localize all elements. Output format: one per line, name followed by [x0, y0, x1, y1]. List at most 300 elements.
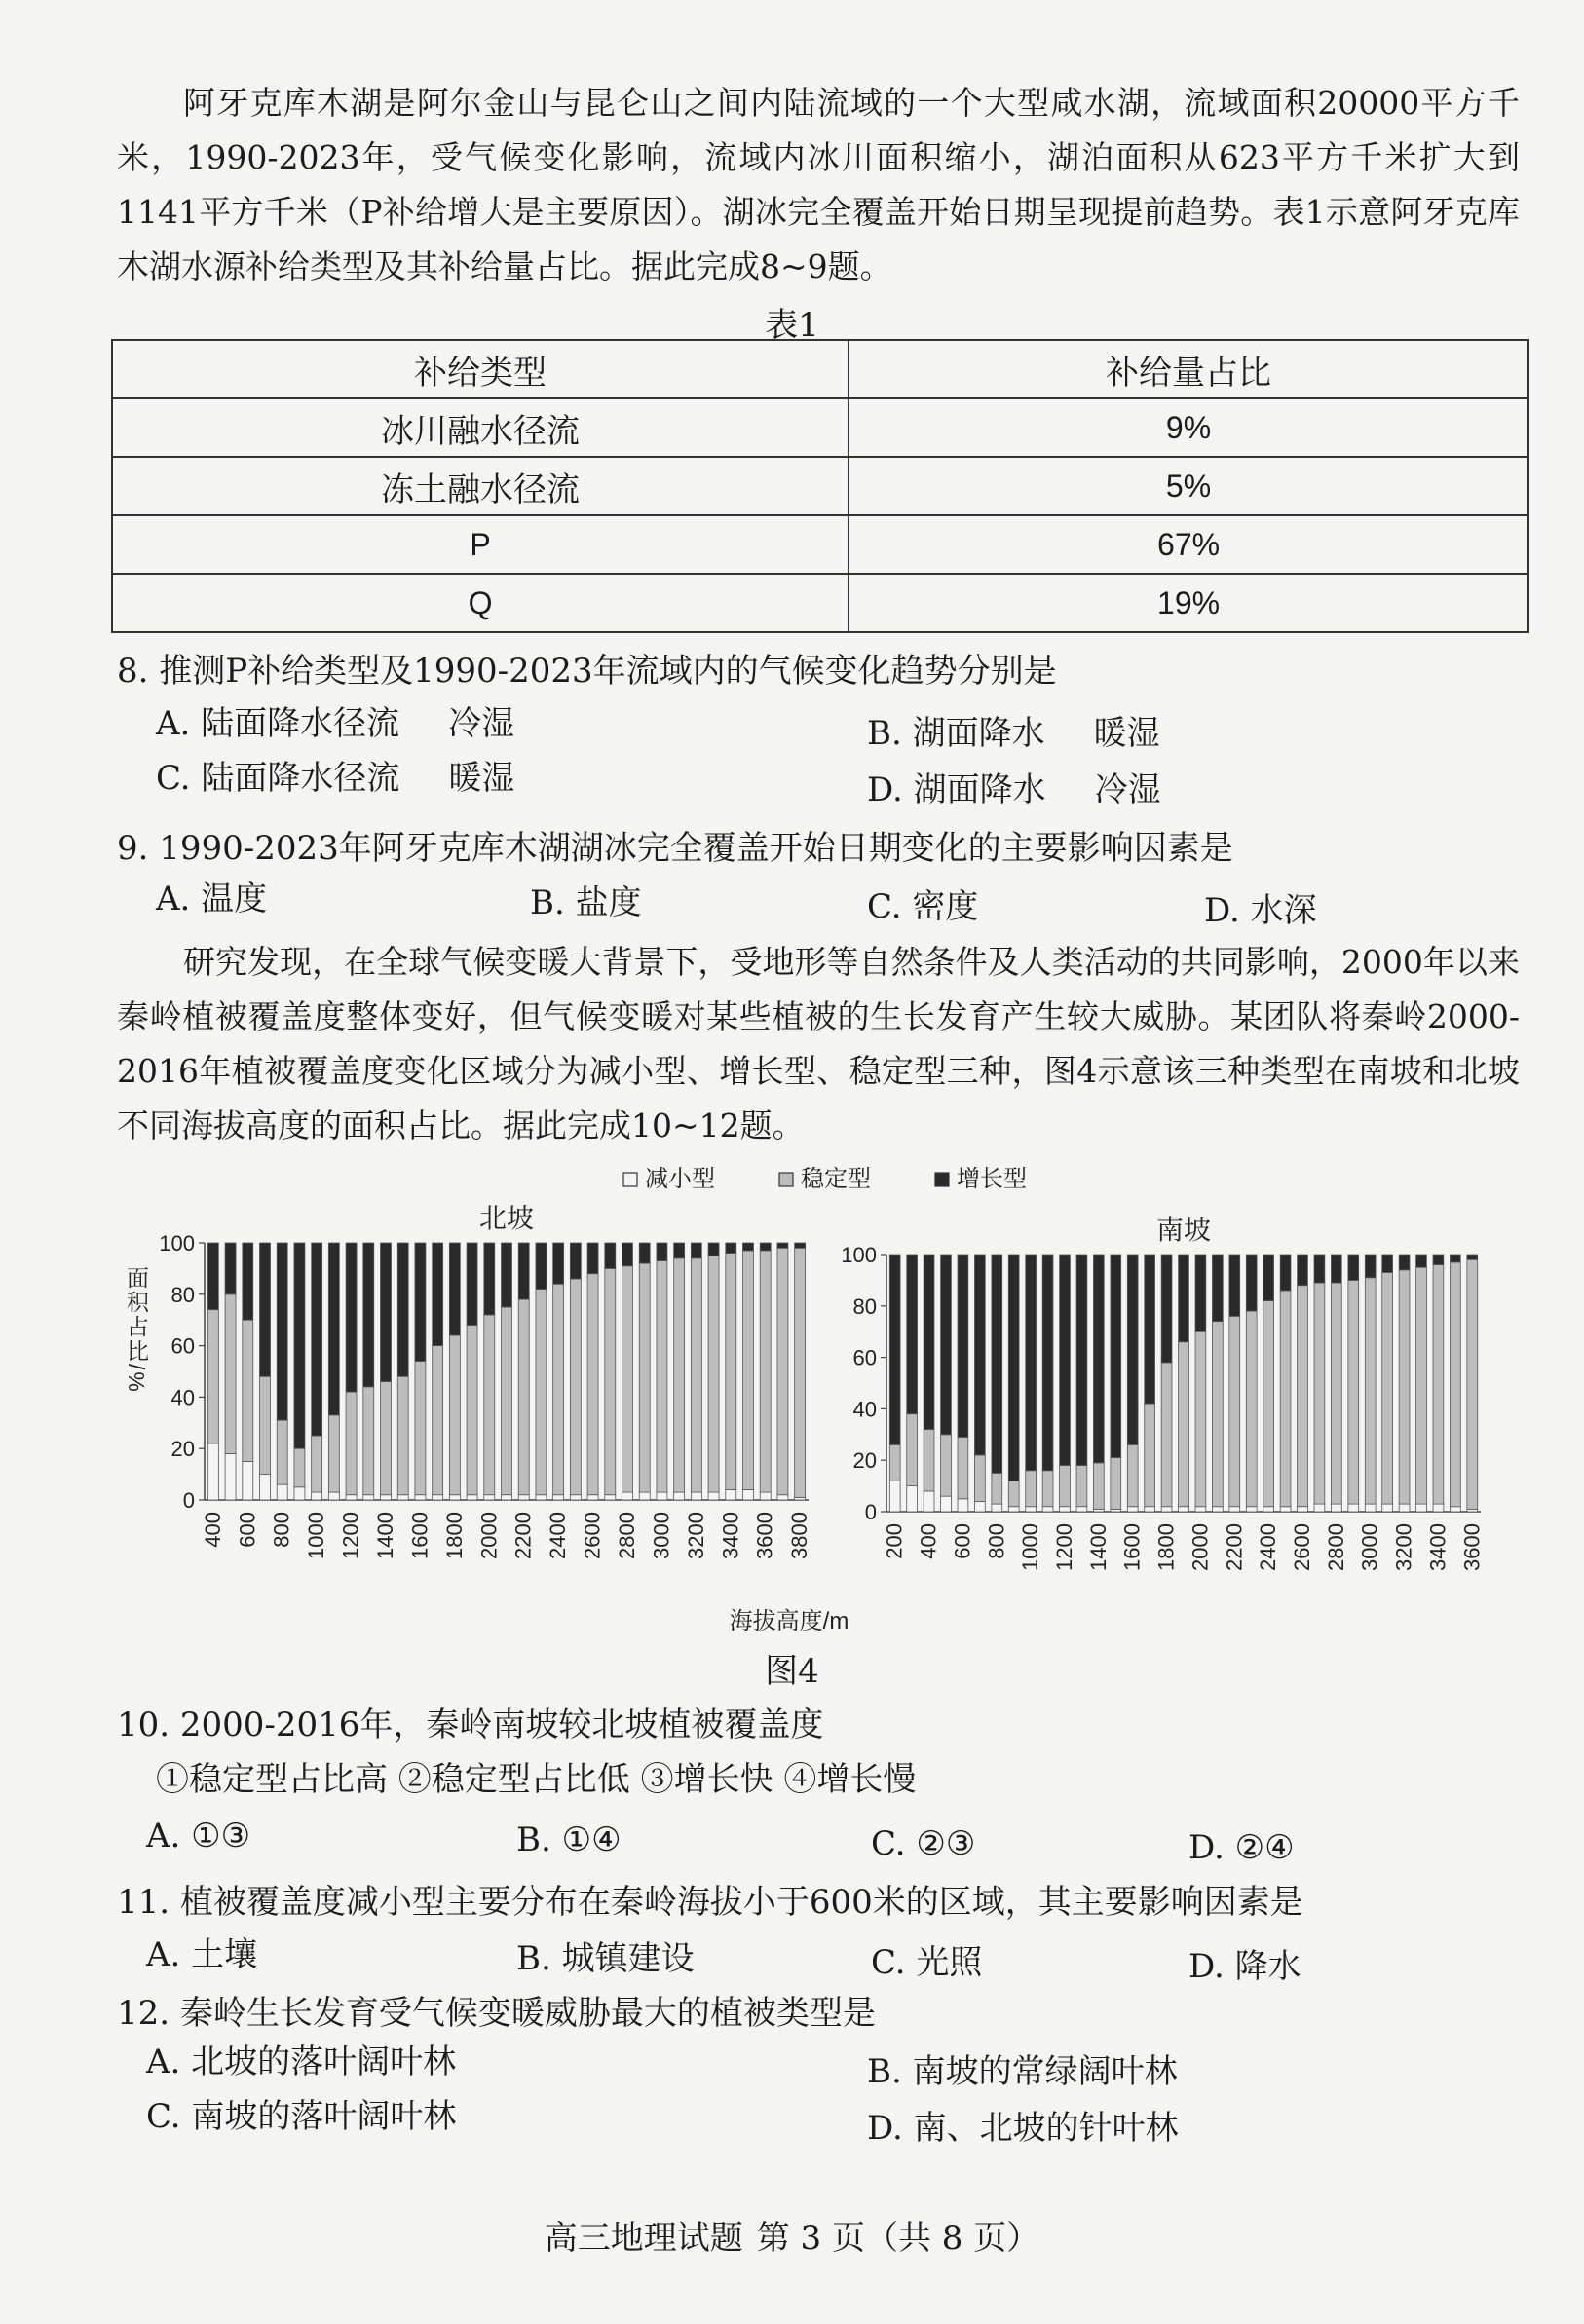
question-9-option-a: A. 温度	[156, 880, 268, 918]
x-tick-label: 1000	[304, 1512, 329, 1559]
bar-segment-decrease	[328, 1492, 339, 1500]
table-header-type: 补给类型	[112, 340, 849, 398]
x-tick-label: 2000	[1188, 1523, 1213, 1571]
option-label: B. 湖面降水	[867, 714, 1045, 753]
bar-segment-increase	[1195, 1255, 1206, 1331]
x-tick-label: 1800	[441, 1512, 467, 1559]
bar-segment-stable	[415, 1361, 426, 1494]
bar-segment-increase	[657, 1243, 667, 1260]
bar-segment-stable	[1127, 1444, 1138, 1506]
bar-segment-increase	[958, 1255, 968, 1437]
bar-segment-decrease	[415, 1495, 426, 1500]
bar-segment-increase	[381, 1243, 392, 1382]
legend-swatch	[779, 1173, 793, 1186]
bar-segment-stable	[1076, 1465, 1087, 1506]
y-axis-title: 面积占比/%	[124, 1266, 149, 1394]
bar-segment-stable	[708, 1256, 719, 1492]
bar-segment-stable	[243, 1320, 253, 1461]
bar-segment-decrease	[726, 1489, 736, 1500]
bar-segment-increase	[1246, 1255, 1257, 1311]
table-row	[112, 515, 1528, 574]
bar-segment-increase	[518, 1243, 529, 1299]
bar-segment-increase	[674, 1243, 685, 1258]
question-12-option-a: A. 北坡的落叶阔叶林	[146, 2043, 457, 2081]
bar-segment-increase	[605, 1243, 616, 1268]
x-tick-label: 1800	[1153, 1523, 1179, 1571]
y-tick-label: 0	[864, 1500, 877, 1524]
bar-segment-stable	[294, 1448, 305, 1487]
bar-segment-increase	[484, 1243, 495, 1315]
question-11-stem: 11. 植被覆盖度减小型主要分布在秦岭海拔小于600米的区域，其主要影响因素是	[117, 1883, 1303, 1922]
bar-segment-stable	[1298, 1286, 1308, 1507]
bar-segment-increase	[225, 1243, 236, 1294]
y-tick-label: 80	[852, 1293, 877, 1319]
question-11-option-a: A. 土壤	[146, 1935, 258, 1974]
question-9-option-c: C. 密度	[867, 887, 979, 926]
bar-segment-stable	[1433, 1265, 1444, 1505]
bar-segment-decrease	[889, 1481, 900, 1512]
x-tick-label: 2600	[580, 1512, 605, 1559]
bar-segment-decrease	[622, 1492, 633, 1500]
bar-segment-stable	[1161, 1363, 1172, 1507]
x-tick-label: 800	[984, 1523, 1009, 1559]
bar-segment-stable	[1042, 1471, 1053, 1507]
bar-segment-increase	[1382, 1255, 1393, 1272]
question-9-stem: 9. 1990-2023年阿牙克库木湖湖冰完全覆盖开始日期变化的主要影响因素是	[117, 829, 1233, 868]
bar-segment-increase	[889, 1255, 900, 1444]
table-cell-share: 67%	[849, 515, 1528, 574]
x-tick-label: 2600	[1290, 1523, 1314, 1571]
bar-segment-decrease	[1008, 1507, 1019, 1512]
question-12-option-c: C. 南坡的落叶阔叶林	[146, 2097, 457, 2136]
bar-segment-increase	[449, 1243, 460, 1335]
bar-segment-decrease	[657, 1492, 667, 1500]
bar-segment-stable	[1467, 1259, 1478, 1509]
y-tick-label: 60	[170, 1333, 195, 1359]
bar-segment-stable	[974, 1455, 985, 1502]
bar-segment-stable	[328, 1415, 339, 1492]
bar-segment-decrease	[1314, 1504, 1325, 1512]
bar-segment-stable	[605, 1268, 616, 1494]
bar-segment-increase	[1076, 1255, 1087, 1465]
bar-segment-stable	[467, 1325, 477, 1494]
bar-segment-decrease	[1298, 1507, 1308, 1512]
bar-segment-increase	[924, 1255, 934, 1430]
bar-segment-stable	[225, 1294, 236, 1454]
bar-segment-stable	[260, 1376, 271, 1474]
bar-segment-decrease	[1365, 1504, 1376, 1512]
bar-segment-increase	[346, 1243, 357, 1392]
y-tick-label: 0	[182, 1488, 195, 1513]
table-cell-type: P	[112, 515, 849, 574]
footer-subject: 高三地理试题	[544, 2219, 743, 2258]
option-value: 暖湿	[448, 759, 515, 798]
bar-segment-stable	[1026, 1471, 1037, 1507]
bar-segment-decrease	[974, 1501, 985, 1512]
question-10-option-b: B. ①④	[516, 1820, 622, 1859]
bar-segment-increase	[1145, 1255, 1155, 1404]
y-tick-label: 80	[170, 1282, 195, 1307]
question-11-option-d: D. 降水	[1188, 1947, 1301, 1986]
bar-segment-decrease	[760, 1492, 771, 1500]
bar-segment-decrease	[907, 1486, 918, 1512]
question-10-option-d: D. ②④	[1188, 1828, 1295, 1867]
bar-segment-increase	[363, 1243, 374, 1387]
bar-segment-stable	[1382, 1272, 1393, 1504]
x-tick-label: 2800	[615, 1512, 639, 1559]
bar-segment-stable	[397, 1376, 408, 1494]
bar-segment-stable	[587, 1274, 598, 1495]
bar-segment-increase	[1127, 1255, 1138, 1444]
bar-segment-increase	[207, 1243, 218, 1310]
bar-segment-increase	[743, 1243, 754, 1251]
bar-segment-stable	[433, 1346, 443, 1495]
question-9-option-b: B. 盐度	[530, 883, 642, 922]
question-10-option-c: C. ②③	[871, 1824, 976, 1863]
bar-segment-decrease	[1179, 1507, 1189, 1512]
table-cell-share: 19%	[849, 574, 1528, 632]
table1	[111, 339, 1529, 633]
option-label: D. 湖面降水	[867, 770, 1046, 809]
bar-segment-decrease	[777, 1495, 788, 1500]
x-tick-label: 3400	[1425, 1523, 1451, 1571]
bar-segment-stable	[1416, 1267, 1427, 1504]
bar-segment-increase	[260, 1243, 271, 1376]
bar-segment-decrease	[1450, 1507, 1460, 1512]
table-cell-type: Q	[112, 574, 849, 632]
bar-segment-decrease	[294, 1487, 305, 1500]
intro-passage-lake: 阿牙克库木湖是阿尔金山与昆仑山之间内陆流域的一个大型咸水湖，流域面积20000平方千米，1990-2023年，受气候变化影响，流域内冰川面积缩小，湖泊面积从623平方千米扩大到1141平方千米（P补给增大是主要原因）。湖冰完全覆盖开始日期呈现提前趋势。表1示意阿牙克库木湖水源补给类型及其补给量占比。据此完成8~9题。	[117, 84, 1520, 285]
bar-segment-increase	[1365, 1255, 1376, 1278]
bar-segment-decrease	[312, 1492, 322, 1500]
question-11-option-c: C. 光照	[871, 1943, 983, 1982]
bar-segment-stable	[1280, 1291, 1291, 1507]
bar-segment-decrease	[346, 1495, 357, 1500]
question-12-option-b: B. 南坡的常绿阔叶林	[867, 2052, 1178, 2091]
intro-passage-qinling: 研究发现，在全球气候变暖大背景下，受地形等自然条件及人类活动的共同影响，2000年以来秦岭植被覆盖度整体变好，但气候变暖对某些植被的生长发育产生较大威胁。某团队将秦岭2000-2016年植被覆盖度变化区域分为减小型、增长型、稳定型三种，图4示意该三种类型在南坡和北坡不同海拔高度的面积占比。据此完成10~12题。	[117, 943, 1520, 1144]
x-axis-title: 海拔高度/m	[729, 1608, 849, 1634]
bar-segment-stable	[1060, 1465, 1071, 1506]
bar-segment-stable	[207, 1310, 218, 1443]
bar-segment-stable	[363, 1387, 374, 1495]
bar-segment-increase	[1280, 1255, 1291, 1291]
x-tick-label: 2400	[546, 1512, 571, 1559]
bar-segment-stable	[502, 1307, 512, 1495]
x-tick-label: 1000	[1018, 1523, 1043, 1571]
y-tick-label: 40	[170, 1385, 195, 1410]
bar-segment-decrease	[941, 1496, 952, 1512]
bar-segment-stable	[570, 1279, 581, 1495]
bar-segment-increase	[1111, 1255, 1121, 1458]
table-row	[112, 457, 1528, 515]
bar-segment-increase	[1060, 1255, 1071, 1465]
bar-segment-increase	[1450, 1255, 1460, 1262]
bar-segment-increase	[1026, 1255, 1037, 1471]
x-tick-label: 600	[950, 1523, 975, 1559]
bar-segment-increase	[433, 1243, 443, 1346]
bar-segment-stable	[518, 1299, 529, 1495]
x-tick-label: 3000	[649, 1512, 674, 1559]
question-10-statements: ①稳定型占比高 ②稳定型占比低 ③增长快 ④增长慢	[156, 1760, 917, 1799]
bar-segment-stable	[1008, 1481, 1019, 1506]
bar-segment-increase	[992, 1255, 1002, 1473]
bar-segment-decrease	[467, 1495, 477, 1500]
bar-segment-stable	[484, 1315, 495, 1495]
bar-segment-decrease	[536, 1495, 547, 1500]
bar-segment-stable	[691, 1258, 701, 1492]
bar-segment-increase	[467, 1243, 477, 1325]
bar-segment-stable	[1331, 1283, 1341, 1504]
bar-segment-decrease	[958, 1499, 968, 1512]
bar-segment-stable	[958, 1437, 968, 1498]
legend-label: 稳定型	[801, 1166, 871, 1192]
bar-segment-increase	[1314, 1255, 1325, 1283]
table-row	[112, 398, 1528, 457]
bar-segment-stable	[1195, 1331, 1206, 1507]
bar-segment-decrease	[449, 1495, 460, 1500]
question-9-option-d: D. 水深	[1204, 891, 1317, 930]
x-tick-label: 1200	[338, 1512, 363, 1559]
question-12-option-d: D. 南、北坡的针叶林	[867, 2109, 1179, 2148]
option-value: 暖湿	[1093, 714, 1160, 753]
bar-segment-stable	[992, 1473, 1002, 1504]
bar-segment-stable	[674, 1258, 685, 1492]
x-tick-label: 400	[916, 1523, 941, 1559]
question-10-stem: 10. 2000-2016年，秦岭南坡较北坡植被覆盖度	[117, 1706, 824, 1744]
bar-segment-stable	[536, 1290, 547, 1495]
bar-segment-increase	[243, 1243, 253, 1320]
y-tick-label: 60	[852, 1345, 877, 1370]
option-label: C. 陆面降水径流	[156, 759, 400, 798]
bar-segment-decrease	[639, 1492, 650, 1500]
x-tick-label: 3200	[683, 1512, 708, 1559]
y-tick-label: 100	[841, 1243, 877, 1267]
table-cell-type: 冻土融水径流	[112, 457, 849, 515]
bar-segment-decrease	[1026, 1507, 1037, 1512]
bar-segment-stable	[1212, 1322, 1223, 1507]
bar-segment-increase	[553, 1243, 564, 1284]
bar-segment-increase	[691, 1243, 701, 1258]
x-tick-label: 600	[235, 1512, 260, 1548]
bar-segment-increase	[1416, 1255, 1427, 1267]
bar-segment-stable	[889, 1444, 900, 1481]
x-tick-label: 1400	[373, 1512, 397, 1559]
bar-segment-increase	[1298, 1255, 1308, 1286]
table-cell-share: 5%	[849, 457, 1528, 515]
bar-segment-stable	[449, 1335, 460, 1495]
bar-segment-decrease	[1229, 1507, 1240, 1512]
bar-segment-stable	[1093, 1463, 1104, 1510]
x-tick-label: 3800	[787, 1512, 812, 1559]
table-header-row	[112, 340, 1528, 398]
bar-segment-decrease	[1195, 1507, 1206, 1512]
bar-segment-stable	[312, 1436, 322, 1492]
bar-segment-stable	[1229, 1316, 1240, 1506]
bar-segment-decrease	[743, 1489, 754, 1500]
bar-segment-increase	[1042, 1255, 1053, 1471]
x-tick-label: 1600	[1119, 1523, 1145, 1571]
bar-segment-decrease	[1348, 1504, 1359, 1512]
x-tick-label: 2200	[510, 1512, 536, 1559]
y-tick-label: 20	[170, 1437, 195, 1462]
bar-segment-decrease	[1280, 1507, 1291, 1512]
bar-segment-increase	[1263, 1255, 1274, 1301]
bar-segment-increase	[397, 1243, 408, 1376]
bar-segment-decrease	[1145, 1507, 1155, 1512]
bar-segment-increase	[277, 1243, 287, 1420]
bar-segment-decrease	[433, 1495, 443, 1500]
question-8-option-a	[156, 699, 514, 748]
bar-segment-stable	[1365, 1278, 1376, 1504]
x-tick-label: 2400	[1256, 1523, 1281, 1571]
page-footer	[0, 2211, 1584, 2259]
bar-segment-stable	[1263, 1301, 1274, 1507]
bar-segment-increase	[1348, 1255, 1359, 1280]
bar-segment-increase	[622, 1243, 633, 1266]
bar-segment-decrease	[708, 1492, 719, 1500]
question-11-option-b: B. 城镇建设	[516, 1939, 695, 1978]
x-tick-label: 3600	[752, 1512, 777, 1559]
bar-segment-stable	[1111, 1458, 1121, 1510]
bar-segment-decrease	[363, 1495, 374, 1500]
x-tick-label: 200	[882, 1523, 907, 1559]
bar-segment-stable	[1314, 1283, 1325, 1504]
bar-segment-stable	[907, 1414, 918, 1486]
figure4-caption: 图4	[765, 1652, 819, 1691]
question-12-stem: 12. 秦岭生长发育受气候变暖威胁最大的植被类型是	[117, 1994, 876, 2033]
question-8-stem: 8. 推测P补给类型及1990-2023年流域内的气候变化趋势分别是	[117, 652, 1057, 691]
bar-segment-decrease	[1416, 1504, 1427, 1512]
bar-segment-decrease	[1433, 1504, 1444, 1512]
bar-segment-increase	[1093, 1255, 1104, 1463]
bar-segment-stable	[277, 1420, 287, 1484]
bar-segment-stable	[1399, 1270, 1410, 1504]
question-10-option-a: A. ①③	[146, 1817, 251, 1855]
bar-segment-decrease	[1382, 1504, 1393, 1512]
bar-segment-stable	[1348, 1280, 1359, 1504]
bar-segment-increase	[1433, 1255, 1444, 1265]
bar-segment-increase	[777, 1243, 788, 1248]
bar-segment-stable	[795, 1248, 806, 1497]
bar-segment-decrease	[674, 1492, 685, 1500]
bar-segment-increase	[726, 1243, 736, 1254]
bar-segment-stable	[924, 1430, 934, 1491]
bar-segment-decrease	[587, 1495, 598, 1500]
x-tick-label: 400	[200, 1512, 225, 1548]
bar-segment-increase	[708, 1243, 719, 1256]
bar-segment-increase	[974, 1255, 985, 1455]
bar-segment-decrease	[924, 1491, 934, 1512]
bar-segment-decrease	[381, 1495, 392, 1500]
bar-segment-increase	[1161, 1255, 1172, 1363]
footer-page-number: 第 3 页（共 8 页）	[756, 2219, 1040, 2258]
x-tick-label: 1600	[407, 1512, 433, 1559]
bar-segment-decrease	[207, 1443, 218, 1500]
bar-segment-decrease	[1042, 1507, 1053, 1512]
bar-segment-decrease	[518, 1495, 529, 1500]
bar-segment-stable	[726, 1254, 736, 1490]
y-tick-label: 20	[852, 1448, 877, 1474]
bar-segment-stable	[553, 1284, 564, 1494]
bar-segment-increase	[639, 1243, 650, 1263]
x-tick-label: 2200	[1222, 1523, 1247, 1571]
bar-segment-increase	[941, 1255, 952, 1435]
bar-segment-stable	[1145, 1404, 1155, 1507]
table-header-share: 补给量占比	[849, 340, 1528, 398]
bar-segment-stable	[777, 1248, 788, 1494]
table-row	[112, 574, 1528, 632]
bar-segment-increase	[536, 1243, 547, 1290]
option-label: A. 陆面降水径流	[156, 704, 400, 743]
bar-segment-increase	[1331, 1255, 1341, 1283]
bar-segment-decrease	[1076, 1507, 1087, 1512]
bar-segment-decrease	[1127, 1507, 1138, 1512]
bar-segment-increase	[415, 1243, 426, 1361]
bar-segment-decrease	[691, 1492, 701, 1500]
figure-4-chart	[107, 1159, 1510, 1646]
bar-segment-increase	[1399, 1255, 1410, 1270]
option-value: 冷湿	[448, 704, 515, 743]
bar-segment-increase	[570, 1243, 581, 1279]
bar-segment-increase	[328, 1243, 339, 1415]
x-tick-label: 3600	[1459, 1523, 1485, 1571]
bar-segment-increase	[502, 1243, 512, 1307]
panel-title: 北坡	[478, 1203, 535, 1233]
table-cell-share: 9%	[849, 398, 1528, 457]
bar-segment-decrease	[605, 1495, 616, 1500]
bar-segment-stable	[743, 1251, 754, 1490]
bar-segment-increase	[795, 1243, 806, 1248]
bar-segment-decrease	[277, 1484, 287, 1500]
bar-segment-stable	[346, 1392, 357, 1495]
x-tick-label: 3200	[1391, 1523, 1416, 1571]
bar-segment-decrease	[553, 1495, 564, 1500]
bar-segment-increase	[294, 1243, 305, 1448]
bar-segment-decrease	[1263, 1507, 1274, 1512]
bar-segment-stable	[381, 1382, 392, 1495]
panel-title: 南坡	[1155, 1215, 1212, 1245]
option-value: 冷湿	[1094, 770, 1161, 809]
legend-label: 增长型	[957, 1166, 1027, 1192]
legend-swatch	[935, 1173, 949, 1186]
x-tick-label: 800	[269, 1512, 294, 1548]
table-cell-type: 冰川融水径流	[112, 398, 849, 457]
x-tick-label: 3400	[718, 1512, 743, 1559]
bar-segment-increase	[1229, 1255, 1240, 1316]
bar-segment-decrease	[1212, 1507, 1223, 1512]
bar-segment-decrease	[570, 1495, 581, 1500]
bar-segment-decrease	[1246, 1507, 1257, 1512]
legend-swatch	[623, 1173, 637, 1186]
bar-segment-decrease	[1060, 1507, 1071, 1512]
bar-segment-decrease	[243, 1461, 253, 1500]
y-tick-label: 40	[852, 1397, 877, 1422]
x-tick-label: 2800	[1323, 1523, 1348, 1571]
question-8-option-d	[867, 766, 1161, 814]
bar-segment-stable	[941, 1435, 952, 1496]
x-tick-label: 3000	[1357, 1523, 1382, 1571]
bar-segment-stable	[1179, 1342, 1189, 1507]
table1-caption: 表1	[765, 306, 819, 345]
bar-segment-decrease	[1331, 1504, 1341, 1512]
bar-segment-stable	[622, 1266, 633, 1492]
bar-segment-increase	[312, 1243, 322, 1436]
bar-segment-increase	[1212, 1255, 1223, 1322]
bar-segment-increase	[587, 1243, 598, 1274]
question-8-option-b	[867, 709, 1160, 758]
bar-segment-decrease	[992, 1504, 1002, 1512]
bar-segment-stable	[760, 1251, 771, 1492]
